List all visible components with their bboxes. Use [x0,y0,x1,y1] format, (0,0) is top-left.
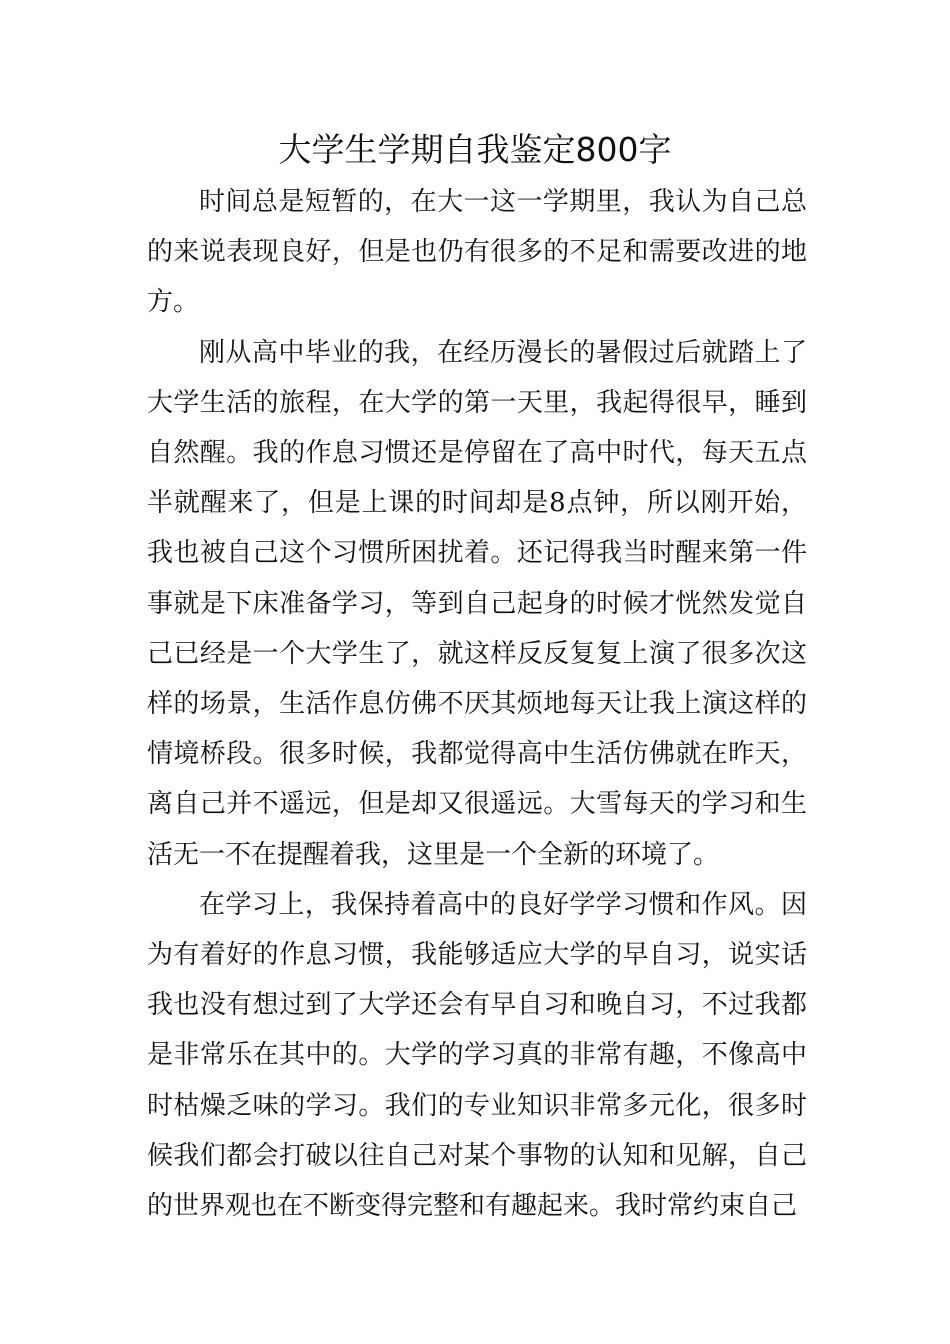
paragraph-1: 时间总是短暂的，在大一这一学期里，我认为自己总的来说表现良好，但是也仍有很多的不足和需要改进的地方。 [147,187,807,318]
document-body [147,177,807,1231]
document-title: 大学生学期自我鉴定800字 [278,130,672,169]
paragraph-3: 在学习上，我保持着高中的良好学学习惯和作风。因为有着好的作息习惯，我能够适应大学的早自习，说实话我也没有想过到了大学还会有早自习和晚自习，不过我都是非常乐在其中的。大学的学习真的非常有趣，不像高中时枯燥乏味的学习。我们的专业知识非常多元化，很多时候我们都会打破以往自己对某个事物的认知和见解，自己的世界观也在不断变得完整和有趣起来。我时常约束自己 [147,889,807,1222]
paragraph-2: 刚从高中毕业的我，在经历漫长的暑假过后就踏上了大学生活的旅程，在大学的第一天里，我起得很早，睡到自然醒。我的作息习惯还是停留在了高中时代，每天五点半就醒来了，但是上课的时间却是8点钟，所以刚开始，我也被自己这个习惯所困扰着。还记得我当时醒来第一件事就是下床准备学习，等到自己起身的时候才恍然发觉自己已经是一个大学生了，就这样反反复复上演了很多次这样的场景，生活作息仿佛不厌其烦地每天让我上演这样的情境桥段。很多时候，我都觉得高中生活仿佛就在昨天，离自己并不遥远，但是却又很遥远。大雪每天的学习和生活无一不在提醒着我，这里是一个全新的环境了。 [147,337,807,870]
